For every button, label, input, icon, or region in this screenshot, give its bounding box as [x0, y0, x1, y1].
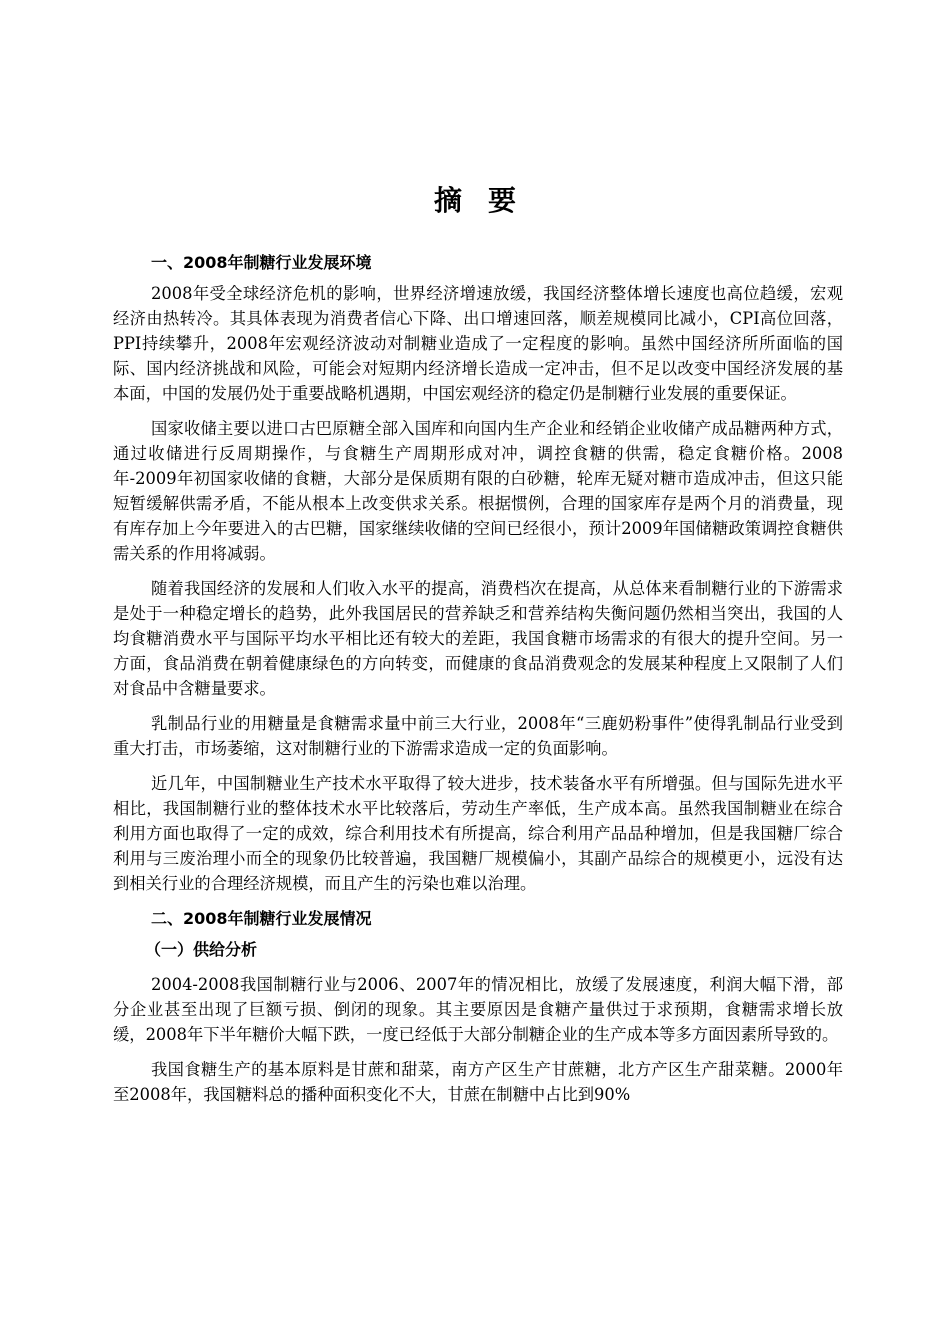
document-body: [113, 250, 843, 1107]
subsection-heading-supply: （一）供给分析: [145, 940, 258, 959]
paragraph: 近几年，中国制糖业生产技术水平取得了较大进步，技术装备水平有所增强。但与国际先进水平相比，我国制糖行业的整体技术水平比较落后，劳动生产率低，生产成本高。虽然我国制糖业在综合利用方面也取得了一定的成效，综合利用技术有所提高，综合利用产品品种增加，但是我国糖厂综合利用与三废治理小而全的现象仍比较普遍，我国糖厂规模偏小，其副产品综合的规模更小，远没有达到相关行业的合理经济规模，而且产生的污染也难以治理。: [113, 774, 843, 893]
section-heading-environment: 一、2008年制糖行业发展环境: [151, 253, 372, 272]
paragraph: 2004-2008我国制糖行业与2006、2007年的情况相比，放缓了发展速度，利润大幅下滑，部分企业甚至出现了巨额亏损、倒闭的现象。其主要原因是食糖产量供过于求预期，食糖需求增长放缓，2008年下半年糖价大幅下跌，一度已经低于大部分制糖企业的生产成本等多方面因素所导致的。: [113, 975, 843, 1044]
page-title: 摘要: [433, 184, 542, 217]
section-heading-development: 二、2008年制糖行业发展情况: [151, 909, 372, 928]
paragraph: 国家收储主要以进口古巴原糖全部入国库和向国内生产企业和经销企业收储产成品糖两种方式，通过收储进行反周期操作，与食糖生产周期形成对冲，调控食糖的供需，稳定食糖价格。2008年-2009年初国家收储的食糖，大部分是保质期有限的白砂糖，轮库无疑对糖市造成冲击，但这只能短暂缓解供需矛盾，不能从根本上改变供求关系。根据惯例，合理的国家库存是两个月的消费量，现有库存加上今年要进入的古巴糖，国家继续收储的空间已经很小，预计2009年国储糖政策调控食糖供需关系的作用将减弱。: [113, 419, 843, 563]
paragraph: 随着我国经济的发展和人们收入水平的提高，消费档次在提高，从总体来看制糖行业的下游需求是处于一种稳定增长的趋势，此外我国居民的营养缺乏和营养结构失衡问题仍然相当突出，我国的人均食糖消费水平与国际平均水平相比还有较大的差距，我国食糖市场需求的有很大的提升空间。另一方面，食品消费在朝着健康绿色的方向转变，而健康的食品消费观念的发展某种程度上又限制了人们对食品中含糖量要求。: [113, 579, 843, 698]
paragraph: 乳制品行业的用糖量是食糖需求量中前三大行业，2008年“三鹿奶粉事件”使得乳制品行业受到重大打击，市场萎缩，这对制糖行业的下游需求造成一定的负面影响。: [113, 714, 843, 758]
paragraph: 我国食糖生产的基本原料是甘蔗和甜菜，南方产区生产甘蔗糖，北方产区生产甜菜糖。2000年至2008年，我国糖料总的播种面积变化不大，甘蔗在制糖中占比到90%: [113, 1060, 843, 1104]
paragraph: 2008年受全球经济危机的影响，世界经济增速放缓，我国经济整体增长速度也高位趋缓，宏观经济由热转冷。其具体表现为消费者信心下降、出口增速回落，顺差规模同比减小，CPI高位回落，PPI持续攀升，2008年宏观经济波动对制糖业造成了一定程度的影响。虽然中国经济所所面临的国际、国内经济挑战和风险，可能会对短期内经济增长造成一定冲击，但不足以改变中国经济发展的基本面，中国的发展仍处于重要战略机遇期，中国宏观经济的稳定仍是制糖行业发展的重要保证。: [113, 284, 843, 403]
